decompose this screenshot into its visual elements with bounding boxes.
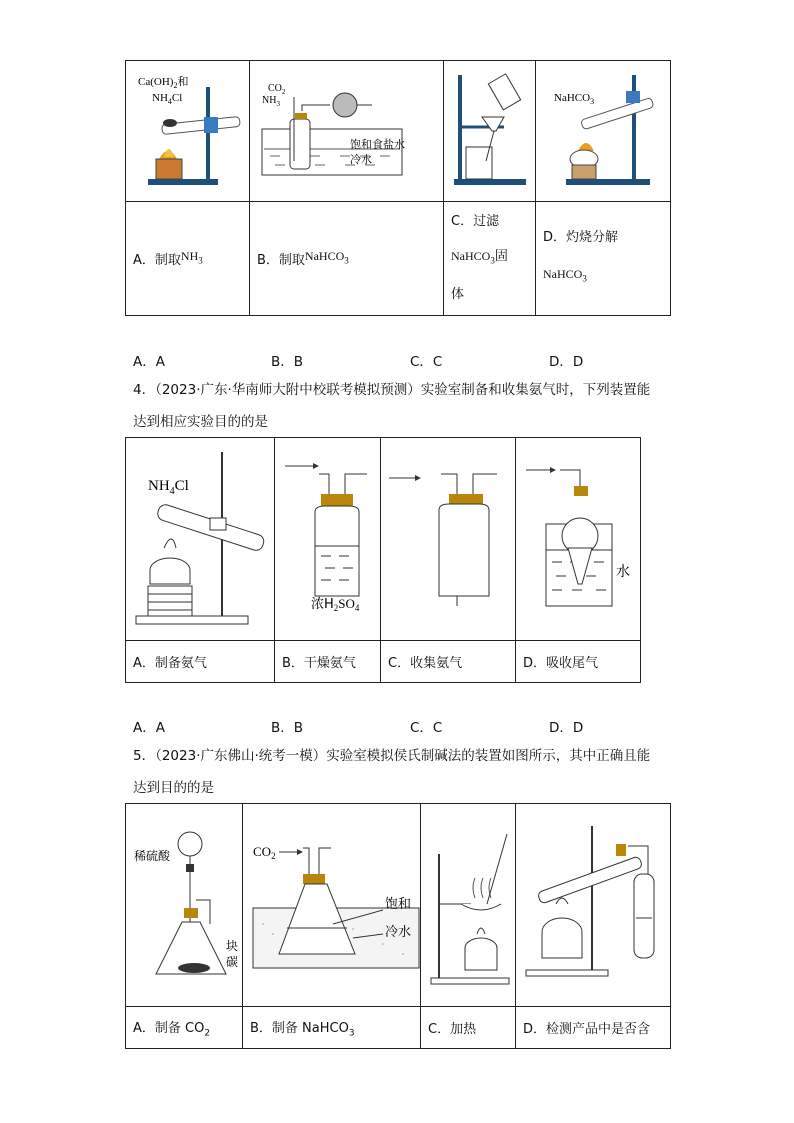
svg-text:稀硫酸: 稀硫酸 bbox=[134, 849, 171, 863]
svg-text:冷水: 冷水 bbox=[385, 925, 412, 940]
q3-option-c[interactable]: C．C bbox=[410, 354, 443, 370]
q4-figure-b bbox=[275, 438, 381, 641]
q4-stem: 4．（2023·广东·华南师大附中校联考模拟预测）实验室制备和收集氨气时，下列装置能 达到相应实验目的的是 bbox=[133, 382, 651, 430]
svg-text:浓H2SO4: 浓$H_2SO_4$ bbox=[311, 596, 360, 613]
q4-figure-c bbox=[381, 438, 516, 641]
q3-option-d[interactable]: D．D bbox=[549, 354, 584, 370]
q4-apparatus-table bbox=[125, 437, 641, 683]
q3-figure-d bbox=[536, 61, 671, 202]
q3-figure-c bbox=[444, 61, 536, 202]
svg-text:块: 块 bbox=[226, 939, 239, 953]
q3-option-c-cell: C．过滤 NaHCO$_3$固 体 bbox=[444, 202, 536, 316]
q5-option-c-cell: C．加热 bbox=[421, 1007, 516, 1049]
q3-figure-b bbox=[250, 61, 444, 202]
q5-figure-a bbox=[126, 804, 243, 1007]
svg-text:NaHCO3: NaHCO$_3$ bbox=[554, 92, 595, 106]
q3-option-d-cell: D．灼烧分解 NaHCO$_3$ bbox=[536, 202, 671, 316]
svg-text:碳: 碳 bbox=[226, 955, 239, 969]
svg-text:饱和食盐水: 饱和食盐水 bbox=[350, 138, 405, 151]
svg-text:NH4Cl: $NH_4Cl$ bbox=[152, 92, 183, 106]
svg-text:水: 水 bbox=[616, 564, 630, 580]
q5-figure-b bbox=[243, 804, 421, 1007]
q4-option-c-cell: C．收集氨气 bbox=[381, 641, 516, 683]
q5-stem: 5．（2023·广东佛山·统考一模）实验室模拟侯氏制碱法的装置如图所示，其中正确且能 达到目的的是 bbox=[133, 748, 651, 796]
q5-figure-d bbox=[516, 804, 671, 1007]
q5-option-b-cell: B．制备 NaHCO$_3$ bbox=[243, 1007, 421, 1049]
q4-option-b-cell: B．干燥氨气 bbox=[275, 641, 381, 683]
q5-figure-c bbox=[421, 804, 516, 1007]
svg-text:CO2: $CO_2$ bbox=[253, 844, 276, 861]
q3-option-b-cell: B．制取NaHCO$_3$ bbox=[250, 202, 444, 316]
q4-option-b[interactable]: B．B bbox=[271, 720, 304, 736]
q5-option-a-cell: A．制备 $CO_2$ bbox=[126, 1007, 243, 1049]
q4-option-a[interactable]: A．A bbox=[133, 720, 165, 736]
q5-apparatus-table bbox=[125, 803, 671, 1049]
q3-option-a[interactable]: A．A bbox=[133, 354, 165, 370]
svg-text:冷水: 冷水 bbox=[350, 153, 372, 166]
q4-option-d[interactable]: D．D bbox=[549, 720, 584, 736]
q3-option-b[interactable]: B．B bbox=[271, 354, 304, 370]
q3-figure-a bbox=[126, 61, 250, 202]
q5-option-d-cell: D．检测产品中是否含 bbox=[516, 1007, 671, 1049]
svg-text:饱和: 饱和 bbox=[385, 897, 412, 912]
q3-apparatus-table bbox=[125, 60, 671, 316]
svg-text:NH4Cl: $NH_4Cl$ bbox=[148, 478, 189, 497]
q4-option-a-cell: A．制备氨气 bbox=[126, 641, 275, 683]
svg-text:CO2: $CO_2$ bbox=[268, 83, 286, 96]
svg-text:NH3: $NH_3$ bbox=[262, 95, 280, 108]
svg-text:Ca(OH)2和: $Ca(OH)_2$和 bbox=[138, 75, 189, 90]
q3-option-a-cell: A．制取$NH_3$ bbox=[126, 202, 250, 316]
q4-figure-a bbox=[126, 438, 275, 641]
q4-option-c[interactable]: C．C bbox=[410, 720, 443, 736]
q4-figure-d bbox=[516, 438, 641, 641]
q4-option-d-cell: D．吸收尾气 bbox=[516, 641, 641, 683]
